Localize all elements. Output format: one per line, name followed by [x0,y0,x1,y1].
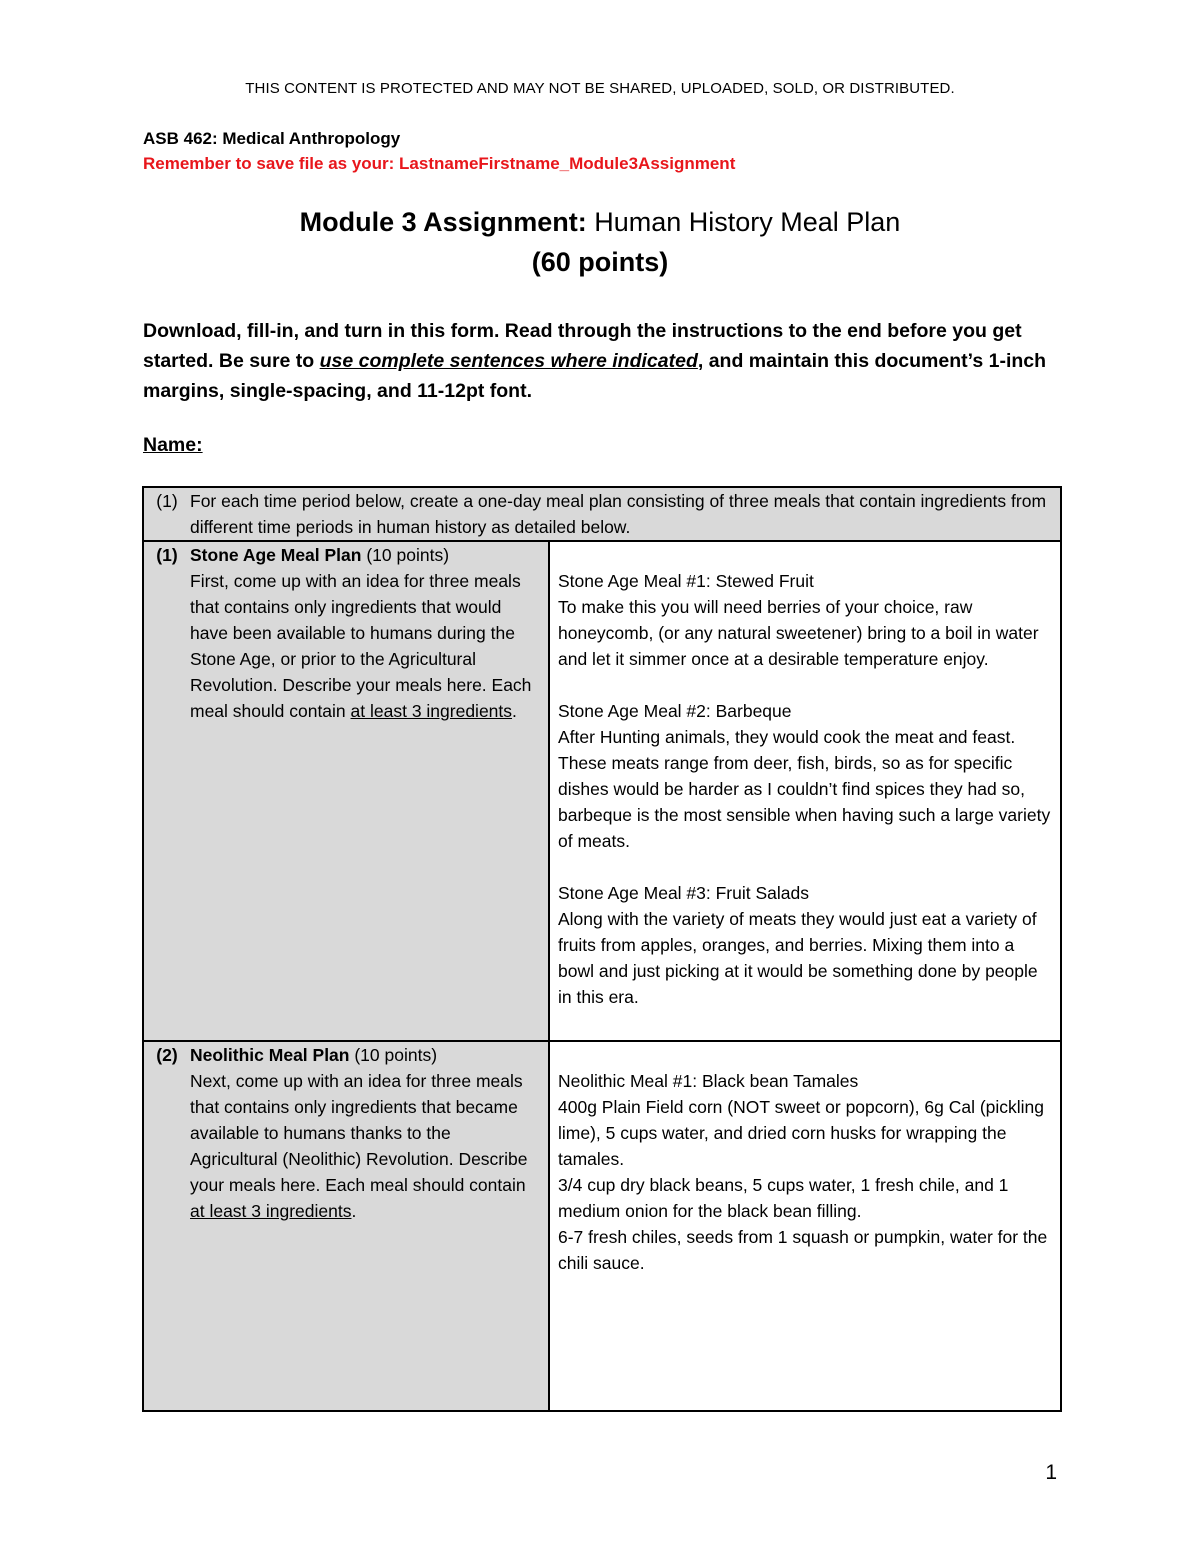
save-reminder: Remember to save file as your: LastnameFirstname_Module3Assignment [143,154,736,173]
meal-text: 3/4 cup dry black beans, 5 cups water, 1 fresh chile, and 1 medium onion for the black bean filling. [558,1175,1009,1221]
meal-heading: Stone Age Meal #2: Barbeque [558,701,792,721]
meal-entry [558,568,1052,672]
meal-entry [558,880,1052,1010]
meal-entry [558,1068,1052,1276]
title-normal: Human History Meal Plan [586,207,901,237]
row-number: (2) [156,1045,178,1065]
meal-heading: Stone Age Meal #1: Stewed Fruit [558,571,814,591]
intro-part2: , and maintain this document’s 1-inch margins, single-spacing, and 11-12pt font. [143,350,1047,402]
assignment-title [0,202,1200,282]
title-points: (60 points) [531,247,669,277]
course-title: ASB 462: Medical Anthropology [143,129,401,148]
table-header-row [143,487,1061,541]
stone-age-response-cell[interactable] [549,541,1061,1041]
meal-text: 6-7 fresh chiles, seeds from 1 squash or pumpkin, water for the chili sauce. [558,1227,1048,1273]
meal-plan-table [142,486,1062,1412]
meal-text: Along with the variety of meats they would just eat a variety of fruits from apples, oranges, and berries. Mixing them into a bowl and just picking at it would be something done by people in this era. [558,909,1038,1007]
meal-heading: Neolithic Meal #1: Black bean Tamales [558,1071,859,1091]
protection-notice: THIS CONTENT IS PROTECTED AND MAY NOT BE SHARED, UPLOADED, SOLD, OR DISTRIBUTED. [245,80,955,97]
stone-age-prompt-cell [143,541,549,1041]
meal-heading: Stone Age Meal #3: Fruit Salads [558,883,809,903]
header-text: For each time period below, create a one-day meal plan consisting of three meals that contain ingredients from different time periods in human history as detailed below. [190,491,1047,537]
neolithic-response-cell[interactable] [549,1041,1061,1411]
name-label: Name: [143,434,203,456]
header-cell [143,487,1061,541]
table-row [143,541,1061,1041]
section-points: (10 points) [349,1045,438,1065]
section-points: (10 points) [361,545,450,565]
instruction-underline: at least 3 ingredients [190,1201,352,1221]
section-instruction: Next, come up with an idea for three meals that contains only ingredients that became available to humans thanks to the Agricultural (Neolithic) Revolution. Describe your meals here. Each meal should contain at least 3 ingredients. [190,1071,528,1221]
section-title: Neolithic Meal Plan [190,1045,350,1065]
neolithic-prompt-cell [143,1041,549,1411]
section-instruction: First, come up with an idea for three meals that contains only ingredients that would have been available to humans during the Stone Age, or prior to the Agricultural Revolution. Describe your meals here. Each meal should contain at least 3 ingredients. [190,571,532,721]
table-row [143,1041,1061,1411]
meal-text: 400g Plain Field corn (NOT sweet or popcorn), 6g Cal (pickling lime), 5 cups water, and dried corn husks for wrapping the tamales. [558,1097,1045,1169]
row-number: (1) [156,545,178,565]
intro-emphasis: use complete sentences where indicated [319,350,698,372]
instruction-underline: at least 3 ingredients [350,701,513,721]
meal-text: To make this you will need berries of your choice, raw honeycomb, (or any natural sweetener) bring to a boil in water and let it simmer once at a desirable temperature enjoy. [558,597,1039,669]
intro-part1: Download, fill-in, and turn in this form. Read through the instructions to the end before you get started. Be sure to [143,320,1022,372]
title-bold: Module 3 Assignment: [299,207,587,237]
intro-paragraph [143,316,1063,406]
meal-entry [558,698,1052,854]
section-title: Stone Age Meal Plan [190,545,362,565]
header-number: (1) [156,491,178,511]
meal-text: After Hunting animals, they would cook the meat and feast. These meats range from deer, fish, birds, so as for specific dishes would be harder as I couldn’t find spices they had so, barbeque is the most sensible when having such a large variety of meats. [558,727,1051,851]
page-number: 1 [1045,1461,1057,1484]
